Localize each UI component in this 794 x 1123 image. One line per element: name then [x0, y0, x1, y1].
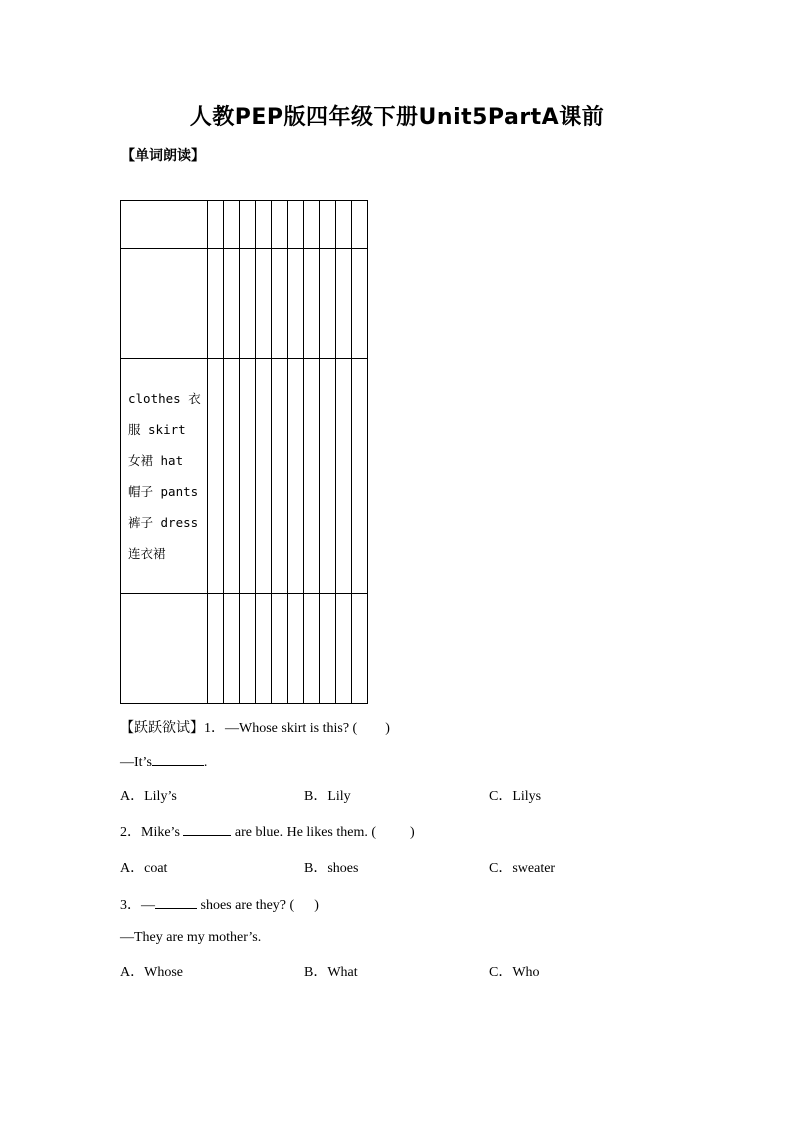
table-cell — [121, 594, 208, 704]
question-1-reply: —It’s . — [120, 755, 208, 770]
vocab-line: 女裙 hat — [128, 453, 184, 468]
table-row — [121, 249, 368, 359]
question-stem: —Whose skirt is this? ( — [225, 721, 358, 736]
option-b[interactable]: B．shoes — [304, 861, 359, 876]
answer-blank[interactable] — [152, 753, 204, 766]
option-c[interactable]: C．Lilys — [489, 789, 542, 804]
vocab-line: 服 skirt — [128, 422, 186, 437]
question-1: 【跃跃欲试】1．—Whose skirt is this? ( ) — [120, 721, 390, 736]
option-b[interactable]: B．Lily — [304, 789, 351, 804]
vocab-cell — [121, 359, 208, 594]
vocab-line: 帽子 pants — [128, 484, 199, 499]
answer-blank[interactable] — [155, 896, 197, 909]
option-c[interactable]: C．Who — [489, 965, 540, 980]
question-number: 1． — [204, 721, 225, 736]
option-a[interactable]: A．Whose — [120, 965, 183, 980]
question-3: 3．— shoes are they? ( ) — [120, 898, 319, 913]
question-number: 2． — [120, 825, 141, 840]
option-a[interactable]: A．Lily’s — [120, 789, 177, 804]
option-b[interactable]: B．What — [304, 965, 358, 980]
vocab-table — [120, 200, 368, 704]
table-cell — [121, 201, 208, 249]
answer-blank[interactable] — [183, 823, 231, 836]
section-vocab-heading: 【单词朗读】 — [121, 148, 205, 164]
question-2: 2．Mike’s are blue. He likes them. ( ) — [120, 825, 415, 840]
table-cell — [121, 249, 208, 359]
table-row — [121, 359, 368, 594]
vocab-line: 连衣裙 — [128, 546, 166, 561]
option-c[interactable]: C．sweater — [489, 861, 556, 876]
vocab-list — [121, 383, 207, 569]
option-a[interactable]: A．coat — [120, 861, 168, 876]
vocab-line: 裤子 dress — [128, 515, 199, 530]
question-number: 3． — [120, 898, 141, 913]
table-row — [121, 201, 368, 249]
table-row — [121, 594, 368, 704]
vocab-line: clothes 衣 — [128, 391, 201, 406]
document-title: 人教PEP版四年级下册Unit5PartA课前 — [189, 105, 605, 130]
practice-label: 【跃跃欲试】 — [120, 721, 204, 736]
question-3-reply: —They are my mother’s. — [120, 930, 262, 945]
